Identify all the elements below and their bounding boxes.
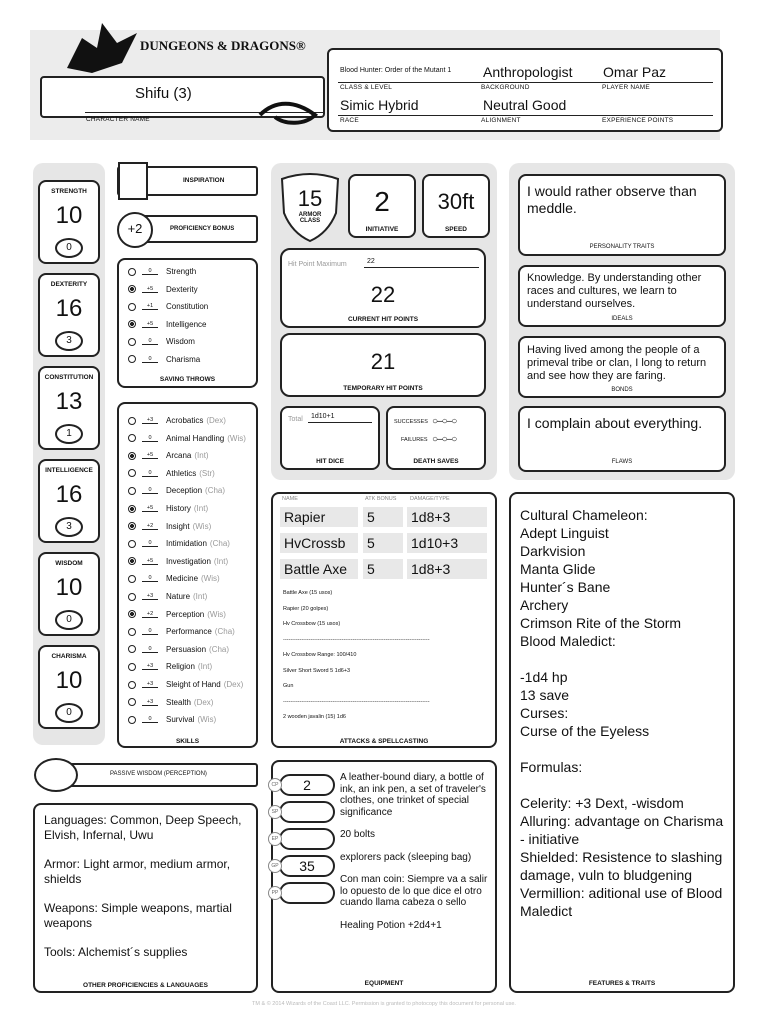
- race-label: RACE: [340, 117, 359, 124]
- saving-throws-label: SAVING THROWS: [159, 376, 216, 383]
- equipment-item: explorers pack (sleeping bag): [340, 851, 472, 863]
- proficiency-dot[interactable]: [128, 540, 136, 548]
- failures-label: FAILURES: [401, 437, 428, 443]
- skill-row[interactable]: [128, 610, 226, 619]
- background-label: BACKGROUND: [481, 84, 530, 91]
- skill-row[interactable]: [128, 434, 246, 443]
- ability-modifier[interactable]: 3: [55, 517, 83, 537]
- saving-throw-row[interactable]: [128, 337, 195, 346]
- skill-mod: 0: [142, 435, 158, 442]
- proficiency-dot[interactable]: [128, 434, 136, 442]
- ability-box-charisma: [38, 645, 100, 729]
- skill-ability: (Wis): [207, 609, 226, 619]
- current-hp-value[interactable]: 22: [370, 282, 396, 307]
- proficiency-dot[interactable]: [128, 285, 136, 293]
- skill-name: Animal Handling: [166, 433, 225, 443]
- flaws-text[interactable]: I complain about everything.: [527, 415, 703, 431]
- attack-note: --------------------------------------------------------------------------------: [283, 698, 430, 705]
- skill-mod: +5: [142, 505, 158, 512]
- footer-copyright: TM & © 2014 Wizards of the Coast LLC. Permission is granted to photocopy this document for personal use.: [252, 1001, 516, 1007]
- proficiency-dot[interactable]: [128, 355, 136, 363]
- skill-mod: 0: [142, 470, 158, 477]
- hit-dice-total-value[interactable]: 1d10+1: [311, 413, 335, 420]
- coin-label: PP: [268, 886, 282, 900]
- skill-mod: 0: [142, 628, 158, 635]
- skill-ability: (Cha): [214, 627, 235, 637]
- skill-name: Insight: [166, 521, 190, 531]
- equipment-label: EQUIPMENT: [364, 980, 404, 987]
- saving-throw-row[interactable]: [128, 320, 206, 329]
- attack-note: Rapier (20 golpes): [283, 605, 329, 612]
- proficiency-dot[interactable]: [128, 452, 136, 460]
- ability-modifier[interactable]: 0: [55, 610, 83, 630]
- skill-row[interactable]: [128, 557, 228, 566]
- saving-throw-name: Constitution: [166, 302, 209, 311]
- ideals-label: IDEALS: [611, 316, 633, 322]
- proficiency-dot[interactable]: [128, 469, 136, 477]
- ability-score[interactable]: 13: [55, 388, 83, 415]
- skill-mod: 0: [142, 716, 158, 723]
- skill-row[interactable]: [128, 486, 225, 495]
- skill-name: Intimidation: [166, 539, 207, 549]
- feature-line: Blood Maledict:: [520, 633, 616, 649]
- current-hp-label: CURRENT HIT POINTS: [347, 316, 419, 323]
- proficiency-dot[interactable]: [128, 593, 136, 601]
- alignment-label: ALIGNMENT: [481, 117, 521, 124]
- skill-ability: (Int): [193, 592, 208, 601]
- hit-dice-line: [308, 422, 372, 423]
- skills-box: [117, 402, 258, 748]
- class-level-value[interactable]: Blood Hunter: Order of the Mutant 1: [340, 67, 452, 74]
- skill-name: Performance: [166, 627, 212, 637]
- ability-name: CHARISMA: [51, 653, 87, 660]
- attack-name[interactable]: Battle Axe: [280, 559, 358, 579]
- ability-score[interactable]: 10: [55, 667, 83, 694]
- other-proficiencies-box: [33, 803, 258, 993]
- player-name-value[interactable]: Omar Paz: [603, 64, 667, 80]
- feature-line: Vermillion: aditional use of Blood Maledict: [520, 885, 723, 919]
- feature-line: -1d4 hp: [520, 669, 568, 685]
- feature-line: Alluring: advantage on Charisma - initiative: [520, 813, 724, 847]
- attack-bonus[interactable]: 5: [363, 507, 403, 527]
- skill-row[interactable]: [128, 698, 213, 707]
- skill-name: Investigation: [166, 556, 211, 566]
- ability-modifier[interactable]: 0: [55, 703, 83, 723]
- skill-name: Nature: [166, 592, 191, 601]
- race-value[interactable]: Simic Hybrid: [340, 97, 419, 113]
- skill-row[interactable]: [128, 539, 230, 548]
- character-name-label: CHARACTER NAME: [86, 116, 150, 123]
- info-line-1: [338, 82, 713, 83]
- saving-throw-row[interactable]: [128, 302, 208, 311]
- skill-mod: +3: [142, 593, 158, 600]
- coin-pp[interactable]: [279, 882, 335, 904]
- ability-box-dexterity: [38, 273, 100, 357]
- hit-dice-label: HIT DICE: [316, 458, 344, 465]
- proficiency-dot[interactable]: [128, 522, 136, 530]
- skill-ability: (Cha): [209, 539, 230, 549]
- saving-throw-mod: 0: [142, 356, 158, 363]
- successes-label: SUCCESSES: [394, 419, 428, 425]
- skill-ability: (Int): [213, 556, 229, 566]
- failures-dots[interactable]: ○–○–○: [432, 434, 457, 445]
- attack-note: Silver Short Sword 5 1d6+3: [283, 667, 351, 674]
- skill-ability: (Int): [193, 504, 209, 513]
- skill-row[interactable]: [128, 627, 235, 636]
- hp-max-line: [364, 267, 479, 268]
- skill-row[interactable]: [128, 592, 207, 601]
- skill-mod: +2: [142, 611, 158, 618]
- feature-line: Crimson Rite of the Storm: [520, 615, 682, 631]
- skill-ability: (Cha): [205, 486, 226, 496]
- saving-throw-mod: 0: [142, 268, 158, 275]
- ability-score[interactable]: 16: [55, 295, 83, 322]
- skill-name: Athletics: [166, 468, 197, 478]
- attacks-notes[interactable]: [283, 590, 483, 730]
- equipment-item: Con man coin: Siempre va a salir lo opuesto de lo que dice el otro cuando llama cabeza o sello: [340, 874, 488, 908]
- proficiency-dot[interactable]: [128, 575, 136, 583]
- passive-wisdom-label: PASSIVE WISDOM (PERCEPTION): [110, 771, 207, 777]
- scroll-swirl-icon: [255, 95, 335, 135]
- proficiency-line: Weapons: Simple weapons, martial weapons: [44, 901, 232, 930]
- hp-max-value[interactable]: 22: [367, 258, 375, 265]
- saving-throw-mod: +5: [142, 286, 158, 293]
- proficiency-dot[interactable]: [128, 557, 136, 565]
- attack-note: --------------------------------------------------------------------------------: [283, 636, 430, 643]
- saving-throw-row[interactable]: [128, 285, 198, 294]
- attack-note: 2 wooden javalin (15) 1d6: [283, 714, 346, 720]
- header: [0, 0, 768, 150]
- skill-row[interactable]: [128, 416, 226, 425]
- temp-hp-value[interactable]: 21: [370, 349, 396, 374]
- skill-name: Arcana: [166, 451, 192, 461]
- proficiency-dot[interactable]: [128, 487, 136, 495]
- ability-modifier[interactable]: 1: [55, 424, 83, 444]
- skill-row[interactable]: [128, 680, 243, 689]
- equipment-item: Healing Potion +2d4+1: [340, 919, 442, 931]
- saving-throw-name: Intelligence: [166, 319, 207, 329]
- initiative-value[interactable]: 2: [374, 186, 390, 217]
- proficiency-dot[interactable]: [128, 268, 136, 276]
- skill-mod: +3: [142, 663, 158, 670]
- coin-label: SP: [268, 805, 282, 819]
- skill-mod: +5: [142, 452, 158, 459]
- skill-row[interactable]: [128, 522, 211, 531]
- feature-line: Adept Linguist: [520, 525, 609, 541]
- personality-traits-text[interactable]: I would rather observe than meddle.: [527, 183, 697, 216]
- proficiency-dot[interactable]: [128, 505, 136, 513]
- proficiency-dot[interactable]: [128, 645, 136, 653]
- coin-label: CP: [268, 778, 282, 792]
- info-line-2: [338, 115, 713, 116]
- ability-score[interactable]: 16: [55, 481, 83, 508]
- attack-bonus[interactable]: 5: [363, 559, 403, 579]
- alignment-value[interactable]: Neutral Good: [483, 97, 567, 113]
- skill-name: Perception: [166, 609, 205, 619]
- skill-ability: (Cha): [209, 644, 230, 654]
- skill-ability: (Dex): [193, 697, 214, 707]
- proficiency-dot[interactable]: [128, 338, 136, 346]
- skill-ability: (Dex): [223, 680, 244, 689]
- skill-ability: (Int): [194, 451, 209, 461]
- equipment-items[interactable]: [340, 772, 490, 931]
- skill-mod: 0: [142, 575, 158, 582]
- proficiency-value[interactable]: +2: [127, 221, 143, 236]
- feature-line: Curses:: [520, 705, 569, 721]
- features-text[interactable]: [520, 506, 728, 920]
- coin-cp[interactable]: 2: [279, 774, 335, 796]
- saving-throw-name: Dexterity: [166, 284, 198, 294]
- skill-row[interactable]: [128, 662, 212, 671]
- bonds-label: BONDS: [611, 387, 633, 393]
- proficiency-dot[interactable]: [128, 320, 136, 328]
- skill-mod: +2: [142, 523, 158, 530]
- skill-mod: 0: [142, 540, 158, 547]
- skill-row[interactable]: [128, 504, 208, 513]
- skill-ability: (Wis): [197, 715, 217, 725]
- skill-row[interactable]: [128, 451, 209, 460]
- skill-name: Stealth: [166, 697, 191, 707]
- attack-bonus[interactable]: 5: [363, 533, 403, 553]
- attacks-label: ATTACKS & SPELLCASTING: [339, 738, 429, 745]
- saving-throw-mod: 0: [142, 338, 158, 345]
- initiative-label: INITIATIVE: [365, 226, 399, 233]
- feature-line: Manta Glide: [520, 561, 596, 577]
- skill-name: Survival: [166, 715, 195, 725]
- coin-ep[interactable]: [279, 828, 335, 850]
- attack-damage[interactable]: 1d8+3: [407, 507, 487, 527]
- attack-name[interactable]: HvCrossb: [280, 533, 358, 553]
- bonds-text[interactable]: Having lived among the people of a primeval tribe or clan, I long to return and see how they are faring.: [527, 344, 707, 382]
- proficiency-dot[interactable]: [128, 698, 136, 706]
- feature-line: Darkvision: [520, 543, 586, 559]
- skill-mod: +5: [142, 558, 158, 565]
- attack-note: Gun: [283, 683, 294, 689]
- saving-throw-row[interactable]: [128, 267, 196, 276]
- attacks-col-name: NAME: [282, 496, 298, 502]
- attacks-col-bonus: ATK BONUS: [365, 496, 397, 502]
- ability-name: STRENGTH: [51, 188, 87, 195]
- skill-row[interactable]: [128, 469, 215, 478]
- attack-note: Hv Crossbow Range: 100/410: [283, 652, 357, 658]
- saving-throw-name: Strength: [166, 267, 197, 276]
- successes-dots[interactable]: ○–○–○: [432, 416, 457, 427]
- coin-gp[interactable]: 35: [279, 855, 335, 877]
- ability-score[interactable]: 10: [55, 574, 83, 601]
- xp-label: EXPERIENCE POINTS: [602, 117, 674, 124]
- flaws-label: FLAWS: [611, 459, 633, 465]
- proficiency-dot[interactable]: [128, 628, 136, 636]
- skill-ability: (Wis): [192, 521, 212, 531]
- skill-row[interactable]: [128, 574, 220, 583]
- skill-ability: (Dex): [206, 416, 226, 425]
- skill-row[interactable]: [128, 715, 216, 724]
- coin-label: GP: [268, 859, 282, 873]
- armor-class-label: ARMOR CLASS: [298, 212, 322, 224]
- ability-score[interactable]: 10: [55, 202, 83, 229]
- ability-modifier[interactable]: 3: [55, 331, 83, 351]
- feature-line: Cultural Chameleon:: [520, 507, 648, 523]
- feature-line: Formulas:: [520, 759, 583, 775]
- proficiency-line: Armor: Light armor, medium armor, shields: [44, 857, 231, 886]
- ability-box-wisdom: [38, 552, 100, 636]
- feature-line: [520, 776, 728, 794]
- ability-box-strength: [38, 180, 100, 264]
- proficiency-dot[interactable]: [128, 417, 136, 425]
- saving-throws-box: [117, 258, 258, 388]
- background-value[interactable]: Anthropologist: [483, 64, 573, 80]
- coin-sp[interactable]: [279, 801, 335, 823]
- other-proficiencies-text[interactable]: [44, 813, 252, 960]
- skill-name: Acrobatics: [166, 416, 204, 425]
- skill-mod: 0: [142, 487, 158, 494]
- ability-box-constitution: [38, 366, 100, 450]
- skill-mod: +3: [142, 417, 158, 424]
- saving-throw-row[interactable]: [128, 355, 200, 364]
- passive-wisdom-circle[interactable]: [34, 758, 78, 792]
- proficiency-line: Languages: Common, Deep Speech, Elvish, Infernal, Uwu: [44, 813, 242, 842]
- coin-label: EP: [268, 832, 282, 846]
- feature-line: Shielded: Resistence to slashing damage, vuln to bludgening: [520, 849, 723, 883]
- ability-name: CONSTITUTION: [44, 374, 94, 381]
- feature-line: Hunter´s Bane: [520, 579, 611, 595]
- skill-mod: 0: [142, 646, 158, 653]
- skill-mod: +3: [142, 699, 158, 706]
- temp-hp-label: TEMPORARY HIT POINTS: [343, 385, 423, 392]
- death-saves-label: DEATH SAVES: [413, 458, 459, 465]
- saving-throw-name: Wisdom: [166, 337, 195, 346]
- class-level-label: CLASS & LEVEL: [340, 84, 393, 91]
- feature-line: [520, 740, 728, 758]
- skill-ability: (Wis): [201, 574, 220, 584]
- attack-note: Hv Crossbow (15 usos): [283, 621, 341, 627]
- player-name-label: PLAYER NAME: [602, 84, 650, 91]
- dragon-logo-icon: [62, 18, 142, 78]
- proficiency-line: Tools: Alchemist´s supplies: [44, 945, 188, 959]
- ability-box-intelligence: [38, 459, 100, 543]
- armor-class-value[interactable]: 15: [297, 186, 323, 211]
- skills-label: SKILLS: [175, 738, 200, 745]
- feature-line: Archery: [520, 597, 569, 613]
- skill-row[interactable]: [128, 645, 229, 654]
- hp-max-label: Hit Point Maximum: [288, 261, 347, 268]
- ability-modifier[interactable]: 0: [55, 238, 83, 258]
- saving-throw-name: Charisma: [166, 354, 201, 364]
- proficiency-dot[interactable]: [128, 681, 136, 689]
- proficiency-dot[interactable]: [128, 610, 136, 618]
- proficiency-dot[interactable]: [128, 663, 136, 671]
- speed-label: SPEED: [444, 226, 468, 233]
- character-name[interactable]: Shifu (3): [135, 85, 192, 102]
- saving-throw-mod: +1: [142, 303, 158, 310]
- attack-damage[interactable]: 1d8+3: [407, 559, 487, 579]
- skill-ability: (Str): [199, 468, 215, 478]
- skill-name: Persuasion: [166, 644, 207, 654]
- attack-note: Battle Axe (15 usos): [283, 590, 333, 596]
- ideals-text[interactable]: Knowledge. By understanding other races and cultures, we learn to understand ourselves.: [527, 272, 702, 310]
- ability-name: WISDOM: [55, 560, 83, 567]
- proficiency-label: PROFICIENCY BONUS: [170, 226, 235, 232]
- ability-name: DEXTERITY: [50, 281, 88, 288]
- equipment-item: A leather-bound diary, a bottle of ink, an ink pen, a set of traveler's clothes, one trinket of special significance: [340, 772, 486, 818]
- skill-ability: (Int): [197, 662, 213, 672]
- skill-name: Medicine: [166, 574, 199, 584]
- hit-dice-total-label: Total: [288, 416, 303, 423]
- skill-ability: (Wis): [227, 433, 246, 443]
- inspiration-square[interactable]: [118, 162, 148, 200]
- feature-line: 13 save: [520, 687, 570, 703]
- saving-throw-mod: +5: [142, 321, 158, 328]
- speed-value[interactable]: 30ft: [437, 189, 475, 214]
- attack-name[interactable]: Rapier: [280, 507, 358, 527]
- skill-mod: +3: [142, 681, 158, 688]
- proficiency-dot[interactable]: [128, 716, 136, 724]
- equipment-item: 20 bolts: [340, 829, 376, 840]
- logo-text: DUNGEONS & DRAGONS®: [140, 38, 306, 53]
- proficiency-dot[interactable]: [128, 303, 136, 311]
- skill-name: Religion: [166, 662, 195, 672]
- features-label: FEATURES & TRAITS: [588, 980, 656, 987]
- feature-line: Curse of the Eyeless: [520, 723, 650, 739]
- personality-traits-label: PERSONALITY TRAITS: [589, 244, 655, 250]
- skill-name: Deception: [166, 486, 203, 496]
- attacks-col-damage: DAMAGE/TYPE: [410, 496, 450, 502]
- inspiration-label: INSPIRATION: [183, 177, 225, 184]
- feature-line: Celerity: +3 Dext, -wisdom: [520, 795, 684, 811]
- skill-name: History: [166, 504, 191, 513]
- attack-damage[interactable]: 1d10+3: [407, 533, 487, 553]
- skill-name: Sleight of Hand: [166, 680, 221, 689]
- other-proficiencies-label: OTHER PROFICIENCIES & LANGUAGES: [83, 982, 208, 989]
- ability-name: INTELLIGENCE: [45, 467, 93, 474]
- feature-line: [520, 650, 728, 668]
